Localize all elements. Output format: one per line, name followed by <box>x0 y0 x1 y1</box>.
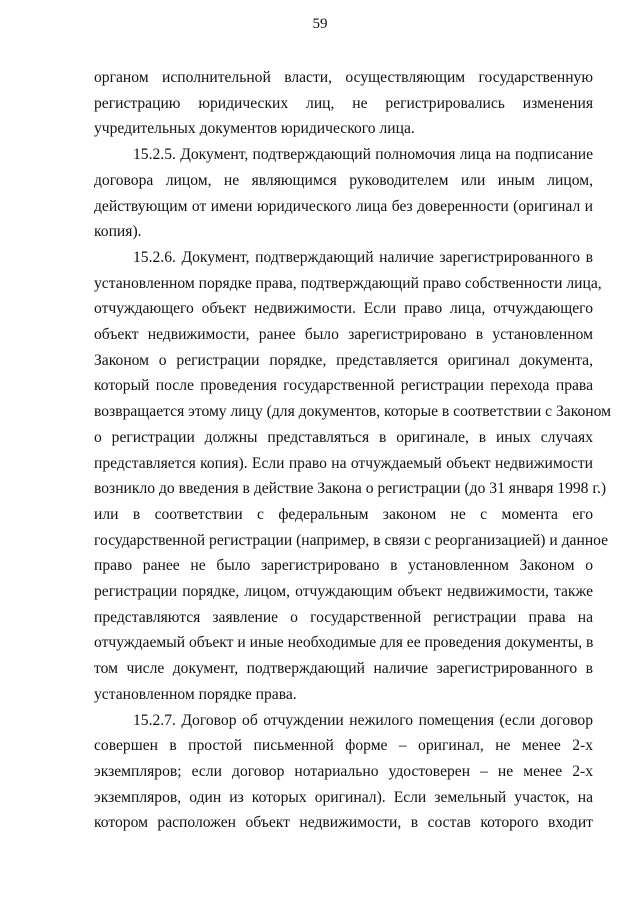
text-line: действующим от имени юридического лица без доверенности (оригинал и <box>94 197 593 215</box>
text-line: Законом о регистрации порядке, представляется оригинал документа, <box>94 351 593 369</box>
text-line: договора лицом, не являющимся руководителем или иным лицом, <box>94 171 593 189</box>
text-line: учредительных документов юридического лица. <box>94 120 415 138</box>
text-line: органом исполнительной власти, осуществляющим государственную <box>94 69 593 86</box>
text-line: отчуждающего объект недвижимости. Если право лица, отчуждающего <box>94 300 593 318</box>
text-line: или в соответствии с федеральным законом не с момента его <box>94 505 593 523</box>
text-line: установленном порядке права, подтверждающий право собственности лица, <box>94 274 602 292</box>
text-line: возникло до введения в действие Закона о регистрации (до 31 января 1998 г.) <box>94 480 607 498</box>
text-line: копия). <box>94 223 142 241</box>
page-number: 59 <box>312 16 328 32</box>
text-line: 15.2.7. Договор об отчуждении нежилого помещения (если договор <box>133 711 593 729</box>
text-line: отчуждаемый объект и иные необходимые для ее проведения документы, в <box>94 634 594 652</box>
text-line: регистрацию юридических лиц, не регистрировались изменения <box>94 94 593 112</box>
text-line: который после проведения государственной регистрации перехода права <box>94 377 593 395</box>
text-line: экземпляров; если договор нотариально удостоверен – не менее 2-х <box>94 762 593 780</box>
text-line: совершен в простой письменной форме – оригинал, не менее 2-х <box>94 737 593 755</box>
text-line: представляются заявление о государственной регистрации права на <box>94 608 593 626</box>
text-line: 15.2.6. Документ, подтверждающий наличие зарегистрированного в <box>133 248 593 266</box>
text-line: государственной регистрации (например, в связи с реорганизацией) и данное <box>94 531 609 549</box>
text-line: установленном порядке права. <box>94 685 297 703</box>
text-line: представляется копия). Если право на отчуждаемый объект недвижимости <box>94 454 593 472</box>
text-line: экземпляров, один из которых оригинал). Если земельный участок, на <box>94 788 593 806</box>
text-line: объект недвижимости, ранее было зарегистрировано в установленном <box>94 326 593 343</box>
text-line: право ранее не было зарегистрировано в установленном Законом о <box>94 557 593 575</box>
text-line: возвращается этому лицу (для документов, которые в соответствии с Законом <box>94 403 612 421</box>
text-line: 15.2.5. Документ, подтверждающий полномочия лица на подписание <box>133 146 593 164</box>
text-line: регистрации порядке, лицом, отчуждающим объект недвижимости, также <box>94 583 593 600</box>
text-line: о регистрации должны представляться в оригинале, в иных случаях <box>94 428 593 446</box>
text-line: том числе документ, подтверждающий наличие зарегистрированного в <box>94 660 593 678</box>
text-line: котором расположен объект недвижимости, в состав которого входит <box>94 814 593 832</box>
